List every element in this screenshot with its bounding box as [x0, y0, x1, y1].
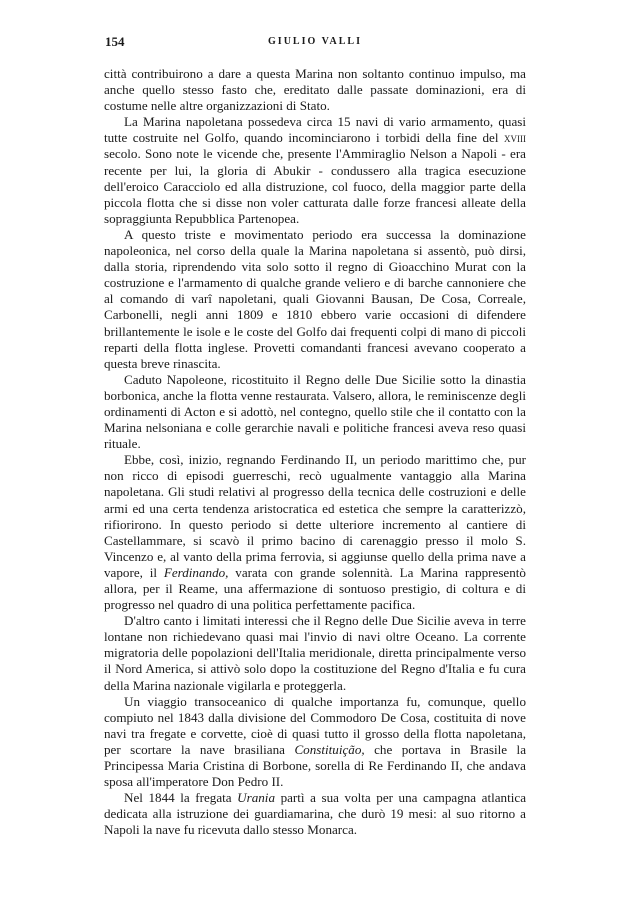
- paragraph-text: D'altro canto i limitati interessi che il Regno delle Due Sicilie aveva in terre lontane non richiedevano quasi mai l'invio di navi oltre Oceano. La corrente migratoria delle popolazioni dell'Italia meridionale, diretta principalmente verso il Nord America, si attivò solo dopo la costituzione del Regno d'Italia e fu cura della Marina nazionale vigilarla e proteggerla.: [104, 613, 526, 693]
- paragraph: [104, 452, 526, 613]
- page-number: 154: [105, 34, 125, 49]
- ship-name: Urania: [237, 790, 275, 806]
- body-text: [104, 66, 526, 839]
- paragraph-text: città contribuirono a dare a questa Marina non soltanto continuo impulso, ma anche quello stesso fasto che, ereditato dalle passate dominazioni, era di costume nelle altre organizzazioni di Stato.: [104, 66, 526, 114]
- paragraph: [104, 227, 526, 372]
- paragraph: [104, 613, 526, 693]
- paragraph-text: Nel 1844 la fregata: [124, 790, 232, 806]
- ship-name: Ferdinando,: [163, 564, 229, 580]
- paragraph: [104, 372, 526, 452]
- paragraph-text: La Marina napoletana possedeva circa 15 navi di vario armamento, quasi tutte costruite nel Golfo, quando incominciarono i torbidi della fine del: [104, 114, 526, 146]
- paragraph: [104, 694, 526, 791]
- paragraph-text: A questo triste e movimentato periodo era successa la dominazione napoleonica, nel corso della quale la Marina napoletana si assentò, può dirsi, dalla storia, riprendendo vita solo sotto il regno di Gioacchino: [104, 226, 526, 275]
- paragraph-text: Caduto Napoleone, ricostituito il Regno delle Due Sicilie sotto la dinastia borbonica, anche la flotta venne restaurata. Valsero, allora, le reminiscenze degli ordinamenti di Acton e si adottò, nel contegno, quello stile che il contatto con la Marina nelsoniana e colle gerarchie navali e politiche francesi aveva reso quasi rituale.: [104, 371, 526, 452]
- paragraph-text: Un viaggio transoceanico di qualche importanza fu, comunque, quello compiuto nel 1843 dalla divisione del Commodoro De Cosa, costituita di nove navi tra fregate e corvette, cioè di quasi tutto il grosso della flotta napoletana, per scortare la nave brasiliana: [104, 693, 526, 757]
- paragraph: [104, 114, 526, 227]
- page-header: [105, 34, 525, 54]
- running-head: GIULIO VALLI: [268, 36, 362, 47]
- paragraph-text: partì a sua volta per una campagna atlantica dedicata alla istruzione dei guardiamarina, che durò 19 mesi: al suo ritorno a Napoli la nave fu ricevuta dallo stesso Monarca.: [104, 790, 527, 838]
- paragraph-text: secolo. Sono note le vicende che, presente l'Ammiraglio Nelson a Napoli - era recente per lui, la gloria di Abukir - condussero alla tragica esecuzione dell'eroico Caracciolo ed alla distruzione, col fuoco, della maggior parte della piccola flotta che si disse non voler catturata dalle forze francesi alleate della sopraggiunta Repubblica Partenopea.: [104, 146, 526, 226]
- century-numeral: xviii: [504, 130, 526, 146]
- paragraph-text: varata con grande solennità. La Marina rappresentò allora, per il Reame, una affermazione di sontuoso prestigio, di coltura e di progresso nel quadro di una politica perfettamente pacifica.: [104, 564, 526, 613]
- paragraph-text: Ebbe, così, inizio, regnando Ferdinando II, un periodo marittimo che, pur non ricco di episodi guerreschi, recò ugualmente vantaggio alla Marina napoletana. Gli studi relativi al progresso della tecnica delle costruzioni e delle armi ed una certa tendenza aristocratica ed estetica che sempre la caratterizzò, rifiorirono. In questo periodo si dette ulteriore incremento al cantiere di Castellammare, si scavò il primo bacino di carenaggio presso il molo S. Vincenzo e, al vanto della prima ferrovia, si aggiunse quello della prima nave a vapore, il: [104, 452, 526, 580]
- ship-name: Constituição,: [294, 741, 365, 757]
- paragraph: [104, 66, 526, 114]
- paragraph-text: che portava in Brasile la Principessa Maria Cristina di Borbone, sorella di Re Ferdinando II, che andava sposa all'imperatore Don Pedro II.: [104, 741, 527, 790]
- paragraph-text: Murat con la costruzione e l'armamento di qualche grande veliero e di barche cannoniere che al comando di varî napoletani, quali Giovanni Bausan, De Cosa, Correale, Carbonelli, negli anni 1809 e 1810 ebbero varie occasioni di difendere brillantemente le isole e le coste del Golfo dai frequenti colpi di mano di piccoli reparti della flotta inglese. Provetti comandanti francesi avevano cooperato a questa breve rinascita.: [104, 259, 526, 371]
- paragraph: [104, 790, 526, 838]
